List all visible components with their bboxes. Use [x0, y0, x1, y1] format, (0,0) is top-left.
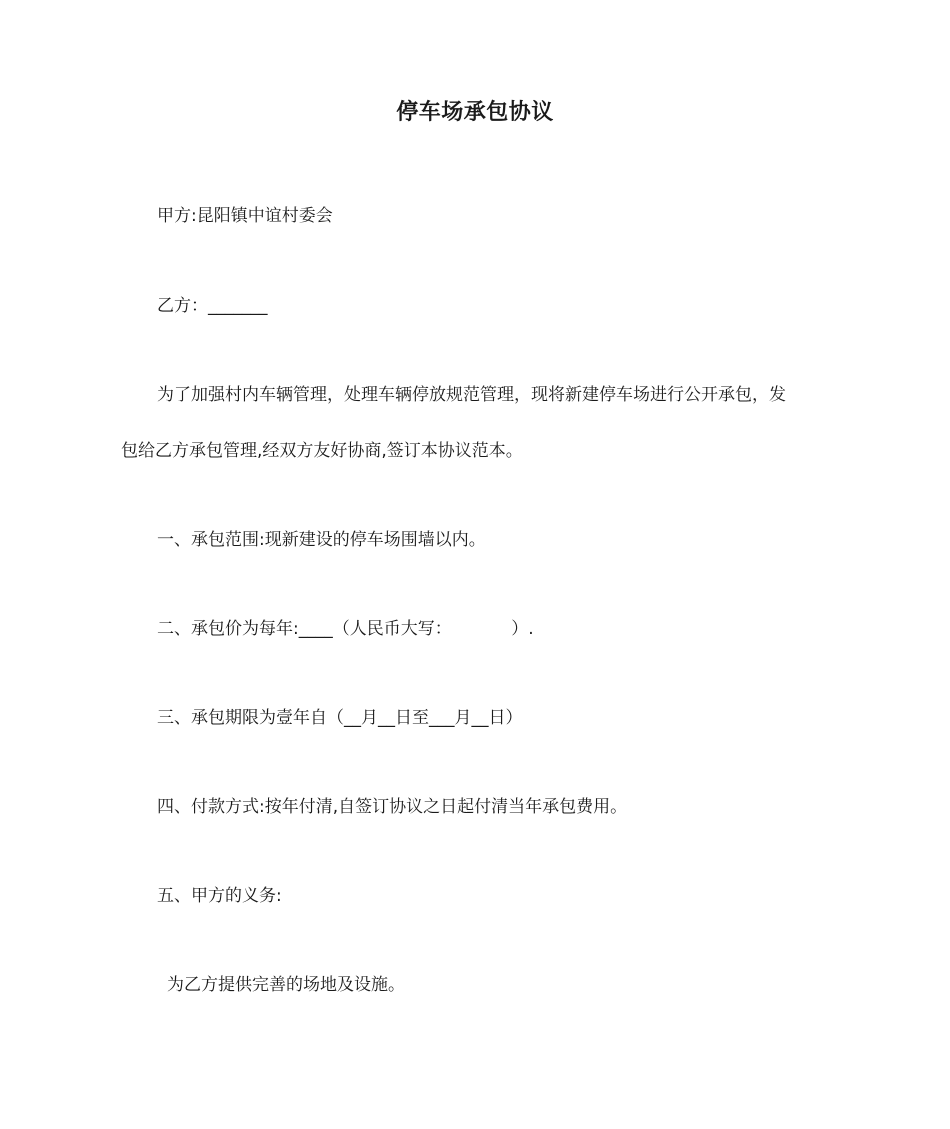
clause-scope: 一、承包范围:现新建设的停车场围墙以内。 [157, 530, 486, 550]
intro-paragraph-line-1: 为了加强村内车辆管理，处理车辆停放规范管理，现将新建停车场进行公开承包，发 [157, 385, 786, 405]
clause-term: 三、承包期限为壹年自（__月__日至___月__日） [157, 708, 523, 728]
party-b-line: 乙方：_______ [157, 296, 268, 316]
party-a-line: 甲方:昆阳镇中谊村委会 [157, 206, 333, 226]
clause-payment: 四、付款方式:按年付清,自签订协议之日起付清当年承包费用。 [157, 797, 628, 817]
document-title: 停车场承包协议 [396, 100, 554, 125]
clause-party-a-duties: 五、甲方的义务: [157, 886, 282, 906]
intro-paragraph-line-2: 包给乙方承包管理,经双方友好协商,签订本协议范本。 [121, 441, 523, 461]
clause-price: 二、承包价为每年:____（人民币大写： ）. [157, 619, 534, 639]
clause-party-a-duty-item: 为乙方提供完善的场地及设施。 [167, 975, 405, 995]
